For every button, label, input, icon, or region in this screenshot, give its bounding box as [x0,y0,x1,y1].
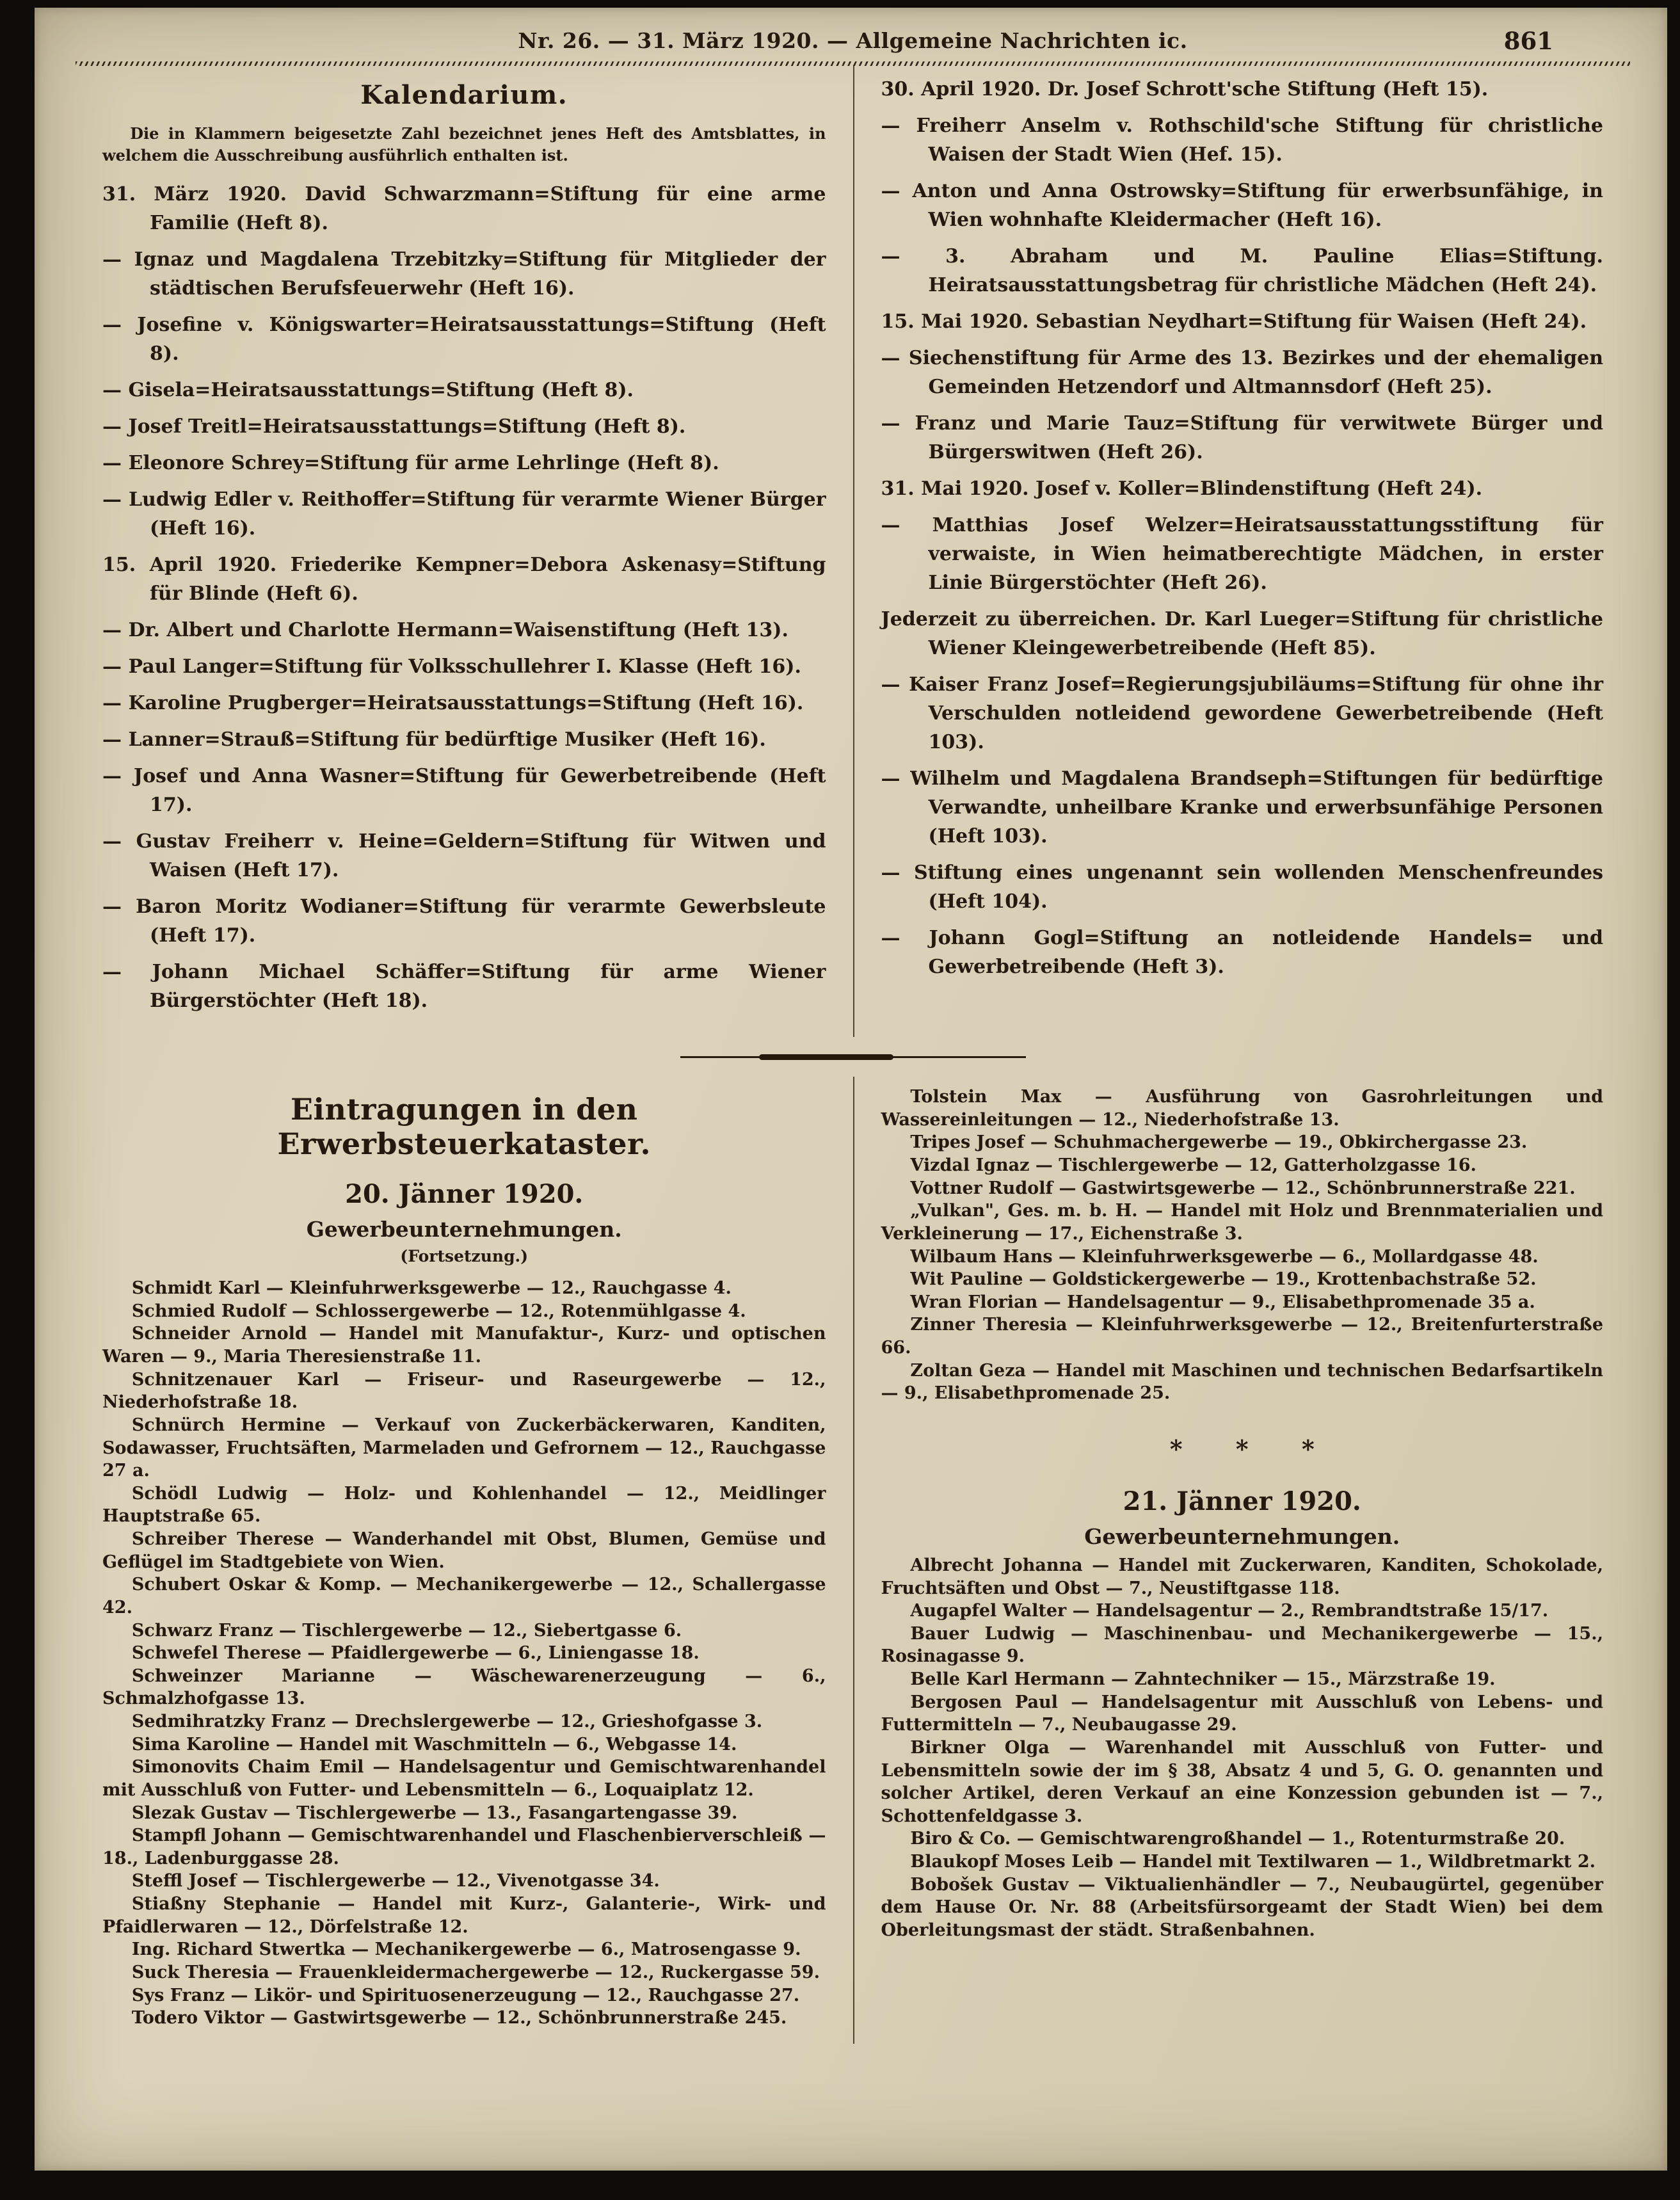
entry-text: Dr. Karl Lueger=Stiftung für christliche Wiener Kleingewerbetreibende (Heft 85). [928,608,1604,659]
entry-text: Stiftung eines ungenannt sein wollenden Menschenfreundes (Heft 104). [913,862,1603,913]
entry-lead: — [881,115,900,137]
entry-lead: 15. Mai 1920. [881,310,1029,333]
register-entry: Simonovits Chaim Emil — Handelsagentur und Gemischtwarenhandel mit Ausschluß von Futter- und Lebensmitteln — 6., Loquaiplatz 12. [102,1757,826,1800]
kalendarium-entry [881,344,1604,401]
entry-text: Johann Michael Schäffer=Stiftung für arme Wiener Bürgerstöchter (Heft 18). [150,961,826,1013]
kalendarium-entry [102,616,826,645]
kalendarium-right-column [853,66,1631,1037]
register-entry: Albrecht Johanna — Handel mit Zuckerwaren, Kanditen, Schokolade, Fruchtsäften und Obst — 7., Neustiftgasse 118. [881,1555,1603,1598]
kalendarium-entry [881,75,1604,104]
register-entry: Schnitzenauer Karl — Friseur- und Raseurgewerbe — 12., Niederhofstraße 18. [102,1369,826,1413]
entry-text: Josef v. Koller=Blindenstiftung (Heft 24). [1036,478,1483,500]
register-entry: Schmied Rudolf — Schlossergewerbe — 12., Rotenmühlgasse 4. [131,1301,746,1321]
register-entry: Birkner Olga — Warenhandel mit Ausschluß von Futter- und Lebensmitteln sowie der im § 38, Absatz 4 und 5, G. O. genannten und solcher Artikel, deren Verkauf an eine Konzession gebunden ist — 7., Schottenfeldgasse 3. [881,1737,1603,1826]
entry-lead: 30. April 1920. [881,78,1041,100]
kalendarium-entry [102,652,826,681]
entry-lead: — [102,830,122,853]
entry-text: Friederike Kempner=Debora Askenasy=Stiftung für Blinde (Heft 6). [150,554,826,606]
register-entry: Stiaßny Stephanie — Handel mit Kurz-, Galanterie-, Wirk- und Pfaidlerwaren — 12., Dörfelstraße 12. [102,1894,826,1937]
entry-text: Lanner=Strauß=Stiftung für bedürftige Musiker (Heft 16). [128,728,766,751]
entry-lead: — [102,765,122,788]
register-entry: Todero Viktor — Gastwirtsgewerbe — 12., Schönbrunnerstraße 245. [131,2008,787,2028]
entry-lead: — [881,673,900,696]
page-number: 861 [1503,27,1553,55]
kalendarium-entry [881,307,1604,336]
register-entry: Augapfel Walter — Handelsagentur — 2., Rembrandtstraße 15/17. [910,1601,1549,1621]
register-entry: Tolstein Max — Ausführung von Gasrohrleitungen und Wassereinleitungen — 12., Niederhofstraße 13. [881,1087,1603,1130]
section-divider [76,1037,1630,1077]
entry-text: Franz und Marie Tauz=Stiftung für verwitwete Bürger und Bürgerswitwen (Heft 26). [915,412,1603,463]
entry-text: Siechenstiftung für Arme des 13. Bezirkes und der ehemaligen Gemeinden Hetzendorf und Altmannsdorf (Heft 25). [908,347,1604,398]
entry-lead: — [881,347,900,369]
kalendarium-entry [102,725,826,754]
register-trade-heading: Gewerbeunternehmungen. [306,1217,622,1242]
kalendarium-entry [102,180,826,237]
entry-lead: 31. März 1920. [102,183,287,206]
entry-lead: — [881,412,900,435]
entry-text: Karoline Prugberger=Heiratsausstattungs=Stiftung (Heft 16). [128,692,804,715]
register-entry: Suck Theresia — Frauenkleidermachergewerbe — 12., Ruckergasse 59. [131,1962,820,1982]
register-entry: Ing. Richard Stwertka — Mechanikergewerbe — 6., Matrosengasse 9. [131,1939,801,1960]
kalendarium-entry [102,376,826,405]
kalendarium-entry [881,474,1604,503]
asterisk-separator: * * * [1169,1434,1315,1463]
entry-text: Sebastian Neydhart=Stiftung für Waisen (Heft 24). [1036,310,1587,333]
kalendarium-entry [102,412,826,441]
register-trade-heading-2: Gewerbeunternehmungen. [1084,1523,1400,1549]
register-entry: Biro & Co. — Gemischtwarengroßhandel — 1., Rotenturmstraße 20. [910,1829,1565,1849]
kalendarium-entry [881,605,1604,662]
entry-lead: — [102,655,122,678]
register-date-heading-2: 21. Jänner 1920. [1123,1486,1361,1516]
entry-lead: — [881,514,900,536]
entry-text: Matthias Josef Welzer=Heiratsausstattungsstiftung für verwaiste, in Wien heimatberechtigte Mädchen, in erster Linie Bürgerstöchter (Heft 26). [928,514,1603,594]
entry-lead: — [102,619,122,642]
entry-lead: Jederzeit zu überreichen. [881,608,1156,630]
register-entry: Bauer Ludwig — Maschinenbau- und Mechanikergewerbe — 15., Rosinagasse 9. [881,1623,1603,1667]
register-entry: Wran Florian — Handelsagentur — 9., Elisabethpromenade 35 a. [910,1292,1535,1312]
kalendarium-entry [102,310,826,368]
entry-text: Anton und Anna Ostrowsky=Stiftung für erwerbsunfähige, in Wien wohnhafte Kleidermacher (Heft 16). [912,180,1603,231]
register-entry: Schwefel Therese — Pfaidlergewerbe — 6., Liniengasse 18. [131,1643,700,1664]
kalendarium-entry [102,958,826,1015]
entry-lead: — [881,180,900,202]
kalendarium-entry [881,670,1604,757]
kalendarium-entry [881,242,1604,300]
masthead-line: Nr. 26. — 31. März 1920. — Allgemeine Nachrichten ic. [518,28,1188,53]
paper [35,8,1667,2171]
register-entry: Schubert Oskar & Komp. — Mechanikergewerbe — 12., Schallergasse 42. [102,1575,826,1618]
register-left-entries [102,1277,826,2030]
kalendarium-title: Kalendarium. [360,80,568,110]
kalendarium-entry [102,485,826,543]
divider-line-thick [759,1054,893,1060]
kalendarium-entry [881,111,1604,169]
register-entry: Schödl Ludwig — Holz- und Kohlenhandel — 12., Meidlinger Hauptstraße 65. [102,1483,826,1527]
register-entry: Schweinzer Marianne — Wäschewarenerzeugung — 6., Schmalzhofgasse 13. [102,1666,826,1709]
register-entry: Bobošek Gustav — Viktualienhändler — 7., Neubaugürtel, gegenüber dem Hause Or. Nr. 88 (Arbeitsfürsorgeamt der Stadt Wien) bei dem Oberleitungsmast der städt. Straßenbahnen. [881,1874,1603,1940]
register-title: Eintragungen in den Erwerbsteuerkataster. [277,1092,652,1162]
entry-lead: — [102,379,122,402]
entry-text: Ludwig Edler v. Reithoffer=Stiftung für verarmte Wiener Bürger (Heft 16). [128,488,826,540]
entry-lead: — [102,248,122,271]
entry-lead: — [102,895,122,919]
register-entry: Zoltan Geza — Handel mit Maschinen und technischen Bedarfsartikeln — 9., Elisabethpromenade 25. [881,1360,1603,1404]
entry-lead: — [881,767,900,790]
register-entry: Sima Karoline — Handel mit Waschmitteln — 6., Webgasse 14. [131,1734,737,1754]
entry-text: 3. Abraham und M. Pauline Elias=Stiftung. Heiratsausstattungsbetrag für christliche Mädchen (Heft 24). [928,245,1603,296]
entry-lead: — [102,452,122,475]
register-entry: Schnürch Hermine — Verkauf von Zuckerbäckerwaren, Kanditen, Sodawasser, Fruchtsäften, Marmeladen und Gefrornem — 12., Rauchgasse 27 a. [102,1415,826,1481]
entry-text: Freiherr Anselm v. Rothschild'sche Stiftung für christliche Waisen der Stadt Wien (Hef. 15). [916,115,1603,166]
page-header [76,23,1630,56]
entry-text: Gustav Freiherr v. Heine=Geldern=Stiftung für Witwen und Waisen (Heft 17). [136,830,826,882]
entry-text: Dr. Josef Schrott'sche Stiftung (Heft 15). [1047,78,1489,100]
entry-text: Gisela=Heiratsausstattungs=Stiftung (Heft 8). [128,379,634,402]
register-entry: Bergosen Paul — Handelsagentur mit Ausschluß von Lebens- und Futtermitteln — 7., Neubaugasse 29. [881,1692,1603,1735]
entry-lead: — [102,314,122,337]
entry-lead: 15. April 1920. [102,554,277,577]
register-entry: Sedmihratzky Franz — Drechslergewerbe — 12., Grieshofgasse 3. [131,1712,763,1732]
entry-text: Kaiser Franz Josef=Regierungsjubiläums=Stiftung für ohne ihr Verschulden notleidend gewordene Gewerbetreibende (Heft 103). [909,673,1604,753]
kalendarium-right-entries [881,75,1604,981]
kalendarium-entry [102,827,826,885]
register-left-column [76,1077,853,2044]
register-entry: Stampfl Johann — Gemischtwarenhandel und Flaschenbierverschleiß — 18., Ladenburggasse 28. [102,1826,826,1868]
entry-lead: — [881,862,900,884]
entry-text: David Schwarzmann=Stiftung für eine arme Familie (Heft 8). [150,183,826,235]
kalendarium-left-column [76,66,853,1037]
kalendarium-entry [102,892,826,950]
register-entry: Steffl Josef — Tischlergewerbe — 12., Vivenotgasse 34. [131,1871,660,1891]
entry-text: Wilhelm und Magdalena Brandseph=Stiftungen für bedürftige Verwandte, unheilbare Kranke und erwerbsunfähige Personen (Heft 103). [910,767,1603,847]
entry-text: Baron Moritz Wodianer=Stiftung für verarmte Gewerbsleute (Heft 17). [136,895,826,947]
kalendarium-entry [881,177,1604,234]
register-entry: Schneider Arnold — Handel mit Manufaktur-, Kurz- und optischen Waren — 9., Maria Theresienstraße 11. [102,1324,826,1367]
entry-lead: — [102,961,122,984]
entry-lead: — [102,692,122,715]
register-continuation-note: (Fortsetzung.) [400,1247,529,1266]
entry-text: Josef und Anna Wasner=Stiftung für Gewerbetreibende (Heft 17). [133,765,826,817]
entry-lead: — [102,488,122,511]
entry-text: Josefine v. Königswarter=Heiratsausstattungs=Stiftung (Heft 8). [137,314,826,365]
register-entry: Schreiber Therese — Wanderhandel mit Obst, Blumen, Gemüse und Geflügel im Stadtgebiete von Wien. [102,1529,826,1572]
entry-lead: — [881,927,900,949]
kalendarium-entry [881,924,1604,981]
entry-text: Josef Treitl=Heiratsausstattungs=Stiftung (Heft 8). [128,415,686,438]
entry-text: Paul Langer=Stiftung für Volksschullehrer I. Klasse (Heft 16). [128,655,801,678]
register-date-heading: 20. Jänner 1920. [345,1179,584,1210]
entry-lead: — [102,728,122,751]
kalendarium-entry [881,858,1604,916]
register-entry: Vottner Rudolf — Gastwirtsgewerbe — 12., Schönbrunnerstraße 221. [910,1178,1576,1198]
kalendarium-note: Die in Klammern beigesetzte Zahl bezeichnet jenes Heft des Amtsblattes, in welchem die Ausschreibung ausführlich enthalten ist. [102,124,826,165]
register-right-column [853,1077,1631,2044]
kalendarium-left-entries [102,180,826,1015]
register-entry: Sys Franz — Likör- und Spirituosenerzeugung — 12., Rauchgasse 27. [131,1985,800,2005]
entry-text: Ignaz und Magdalena Trzebitzky=Stiftung für Mitglieder der städtischen Berufsfeuerwehr (Heft 16). [134,248,826,300]
kalendarium-entry [102,245,826,303]
register-entry: „Vulkan", Ges. m. b. H. — Handel mit Holz und Brennmaterialien und Verkleinerung — 17., Eichenstraße 3. [881,1201,1603,1244]
register-section [76,1077,1630,2044]
register-entry: Tripes Josef — Schuhmachergewerbe — 19., Obkirchergasse 23. [910,1132,1528,1153]
register-entry: Schwarz Franz — Tischlergewerbe — 12., Siebertgasse 6. [131,1620,682,1641]
entry-lead: — [102,415,122,438]
register-entry: Wilbaum Hans — Kleinfuhrwerksgewerbe — 6., Mollardgasse 48. [910,1246,1539,1267]
register-entry: Zinner Theresia — Kleinfuhrwerksgewerbe — 12., Breitenfurterstraße 66. [881,1315,1603,1358]
kalendarium-entry [102,762,826,819]
wavy-rule [76,61,1630,66]
kalendarium-entry [102,449,826,478]
kalendarium-entry [881,511,1604,597]
register-entry: Schmidt Karl — Kleinfuhrwerksgewerbe — 12., Rauchgasse 4. [131,1278,732,1299]
entry-lead: — [881,245,900,268]
register-entry: Wit Pauline — Goldstickergewerbe — 19., Krottenbachstraße 52. [910,1269,1537,1290]
entry-lead: 31. Mai 1920. [881,478,1029,500]
entry-text: Johann Gogl=Stiftung an notleidende Handels= und Gewerbetreibende (Heft 3). [928,927,1603,978]
kalendarium-section [76,66,1630,1037]
register-entry: Blaukopf Moses Leib — Handel mit Textilwaren — 1., Wildbretmarkt 2. [910,1852,1596,1872]
kalendarium-entry [881,764,1604,851]
register-right-entries-bottom [881,1554,1604,1942]
entry-text: Eleonore Schrey=Stiftung für arme Lehrlinge (Heft 8). [128,452,719,475]
register-right-entries-top [881,1086,1604,1405]
kalendarium-entry [881,409,1604,467]
kalendarium-entry [102,550,826,608]
register-entry: Slezak Gustav — Tischlergewerbe — 13., Fasangartengasse 39. [131,1803,738,1823]
kalendarium-entry [102,689,826,718]
entry-text: Dr. Albert und Charlotte Hermann=Waisenstiftung (Heft 13). [128,619,788,642]
register-entry: Vizdal Ignaz — Tischlergewerbe — 12, Gatterholzgasse 16. [910,1155,1476,1176]
register-entry: Belle Karl Hermann — Zahntechniker — 15., Märzstraße 19. [910,1669,1496,1690]
